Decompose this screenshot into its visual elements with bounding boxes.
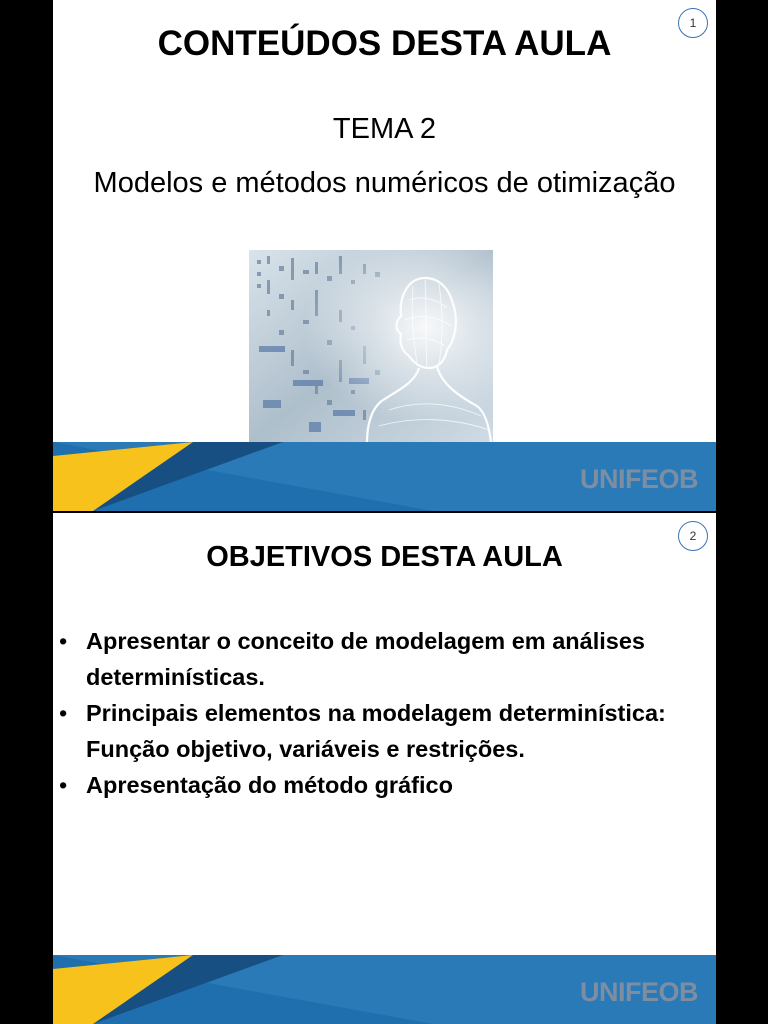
topic-label: Modelos e métodos numéricos de otimização [93,167,676,199]
bullet-icon: • [59,772,68,798]
bullet-icon: • [59,628,68,654]
slide-number: 1 [678,8,708,38]
list-item [53,767,703,803]
unifeob-logo: UNIFEOB [580,464,698,494]
list-item-text: Apresentação do método gráfico [86,772,453,798]
bullet-icon: • [59,700,68,726]
footer-banner [53,955,716,1024]
slide-2 [53,513,716,1024]
objectives-list [53,623,703,803]
slide-title: OBJETIVOS DESTA AULA [206,541,563,573]
digital-human-illustration [249,250,493,442]
unifeob-logo: UNIFEOB [580,977,698,1007]
theme-label: TEMA 2 [332,113,437,145]
slide-1 [53,0,716,511]
list-item-text: Apresentar o conceito de modelagem em análises determinísticas. [86,628,645,690]
slide-number: 2 [678,521,708,551]
list-item-text: Principais elementos na modelagem determinística: Função objetivo, variáveis e restrições. [86,700,666,762]
slide-title: CONTEÚDOS DESTA AULA [157,24,612,63]
list-item [53,695,703,767]
footer-banner [53,442,716,511]
list-item [53,623,703,695]
